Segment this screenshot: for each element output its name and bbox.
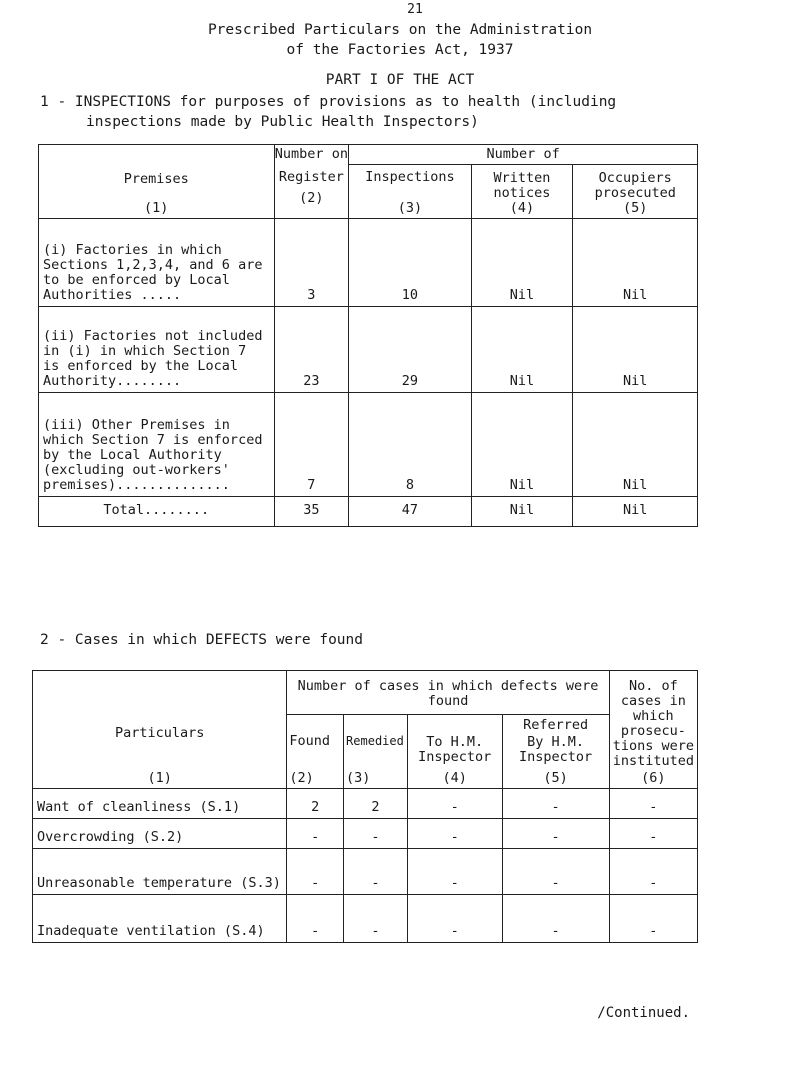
row-label: (iii) Other Premises in which Section 7 is enforced by the Local Authority (excluding out-workers' premises)..............	[39, 393, 275, 497]
total-prosecuted: Nil	[573, 497, 698, 527]
to-hmi-value: -	[407, 895, 502, 943]
row-label: Want of cleanliness (S.1)	[33, 789, 287, 819]
inspections-value: 29	[349, 307, 471, 393]
notices-value: Nil	[471, 219, 573, 307]
number-of-header: Number of	[349, 145, 698, 165]
prosecuted-value: Nil	[573, 219, 698, 307]
row-label: (i) Factories in which Sections 1,2,3,4, and 6 are to be enforced by Local Authorities .....	[39, 219, 275, 307]
found-value: -	[287, 895, 344, 943]
to-hmi-value: -	[407, 789, 502, 819]
by-hmi-value: -	[502, 895, 609, 943]
table-row	[33, 849, 698, 895]
remedied-value: 2	[344, 789, 408, 819]
prosecuted-value: Nil	[573, 307, 698, 393]
table-row	[33, 895, 698, 943]
by-hmi-header: Referred By H.M. Inspector (5)	[502, 715, 609, 789]
section2-heading: 2 - Cases in which DEFECTS were found	[40, 632, 364, 648]
occupiers-header: Occupiers prosecuted (5)	[573, 165, 698, 219]
register-value: 7	[274, 393, 349, 497]
found-value: -	[287, 819, 344, 849]
section1-heading: 1 - INSPECTIONS for purposes of provisions as to health (including	[40, 94, 617, 110]
prosecuted-value: Nil	[573, 393, 698, 497]
particulars-header: Particulars (1)	[33, 671, 287, 789]
prosecutions-header: No. of cases in which prosecu-tions were instituted (6)	[609, 671, 697, 789]
row-label: (ii) Factories not included in (i) in which Section 7 is enforced by the Local Authority........	[39, 307, 275, 393]
by-hmi-value: -	[502, 849, 609, 895]
table-row	[33, 819, 698, 849]
row-label: Overcrowding (S.2)	[33, 819, 287, 849]
notices-value: Nil	[471, 307, 573, 393]
table-row	[39, 393, 698, 497]
page-number: 21	[407, 2, 423, 17]
found-header: Found (2)	[287, 715, 344, 789]
row-label: Inadequate ventilation (S.4)	[33, 895, 287, 943]
total-row	[39, 497, 698, 527]
prosecutions-value: -	[609, 819, 697, 849]
inspections-value: 10	[349, 219, 471, 307]
remedied-header: Remedied (3)	[344, 715, 408, 789]
inspections-header: Inspections (3)	[349, 165, 471, 219]
section1-heading-cont: inspections made by Public Health Inspectors)	[86, 114, 479, 130]
continued-note: /Continued.	[597, 1005, 690, 1021]
table-row	[39, 307, 698, 393]
notices-value: Nil	[471, 393, 573, 497]
register-header: Number on Register (2)	[274, 145, 349, 219]
defects-table	[32, 670, 698, 943]
prosecutions-value: -	[609, 789, 697, 819]
found-value: 2	[287, 789, 344, 819]
document-subtitle: of the Factories Act, 1937	[286, 42, 514, 58]
table-row	[39, 219, 698, 307]
to-hmi-value: -	[407, 849, 502, 895]
premises-header: Premises (1)	[39, 145, 275, 219]
prosecutions-value: -	[609, 895, 697, 943]
found-value: -	[287, 849, 344, 895]
to-hmi-value: -	[407, 819, 502, 849]
table-row	[33, 789, 698, 819]
inspections-table	[38, 144, 698, 527]
to-hmi-header: To H.M. Inspector (4)	[407, 715, 502, 789]
document-title: Prescribed Particulars on the Administration	[207, 22, 593, 38]
by-hmi-value: -	[502, 789, 609, 819]
total-register: 35	[274, 497, 349, 527]
total-notices: Nil	[471, 497, 573, 527]
remedied-value: -	[344, 849, 408, 895]
written-notices-header: Written notices (4)	[471, 165, 573, 219]
row-label: Unreasonable temperature (S.3)	[33, 849, 287, 895]
remedied-value: -	[344, 895, 408, 943]
by-hmi-value: -	[502, 819, 609, 849]
remedied-value: -	[344, 819, 408, 849]
inspections-value: 8	[349, 393, 471, 497]
prosecutions-value: -	[609, 849, 697, 895]
defects-group-header: Number of cases in which defects were found	[287, 671, 609, 715]
register-value: 23	[274, 307, 349, 393]
total-label: Total........	[39, 497, 275, 527]
part-heading: PART I OF THE ACT	[325, 72, 475, 88]
register-value: 3	[274, 219, 349, 307]
total-inspections: 47	[349, 497, 471, 527]
